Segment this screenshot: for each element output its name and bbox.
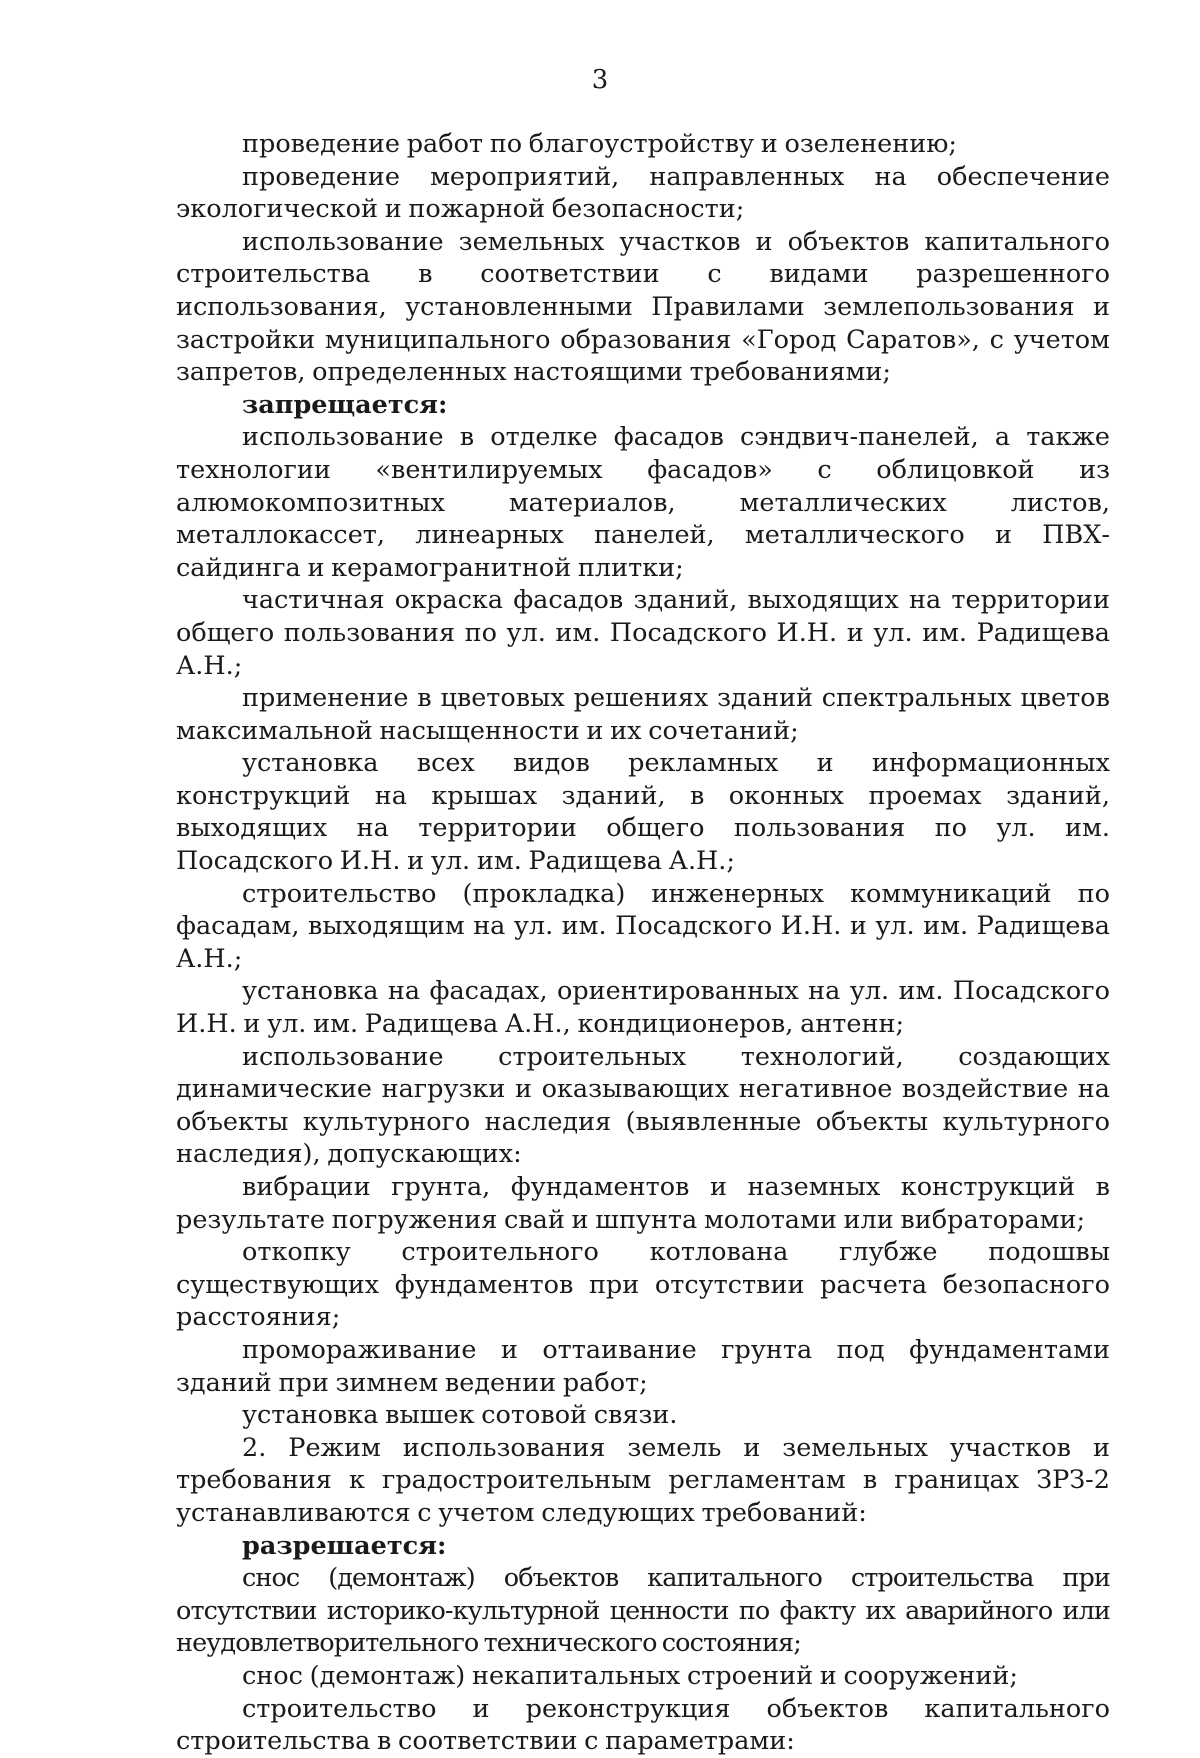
paragraph-freezing: промораживание и оттаивание грунта под фундаментами зданий при зимнем ведении работ;	[176, 1334, 1110, 1398]
paragraph-zrz2-regime: 2. Режим использования земель и земельных участков и требования к градостроительным регламентам в границах ЗРЗ-2 устанавливаются с учетом следующих требований:	[176, 1432, 1110, 1528]
paragraph-utilities: строительство (прокладка) инженерных коммуникаций по фасадам, выходящим на ул. им. Посадского И.Н. и ул. им. Радищева А.Н.;	[176, 878, 1110, 974]
paragraph-construction-parameters: строительство и реконструкция объектов капитального строительства в соответствии с параметрами:	[176, 1693, 1110, 1757]
paragraph-land-use: использование земельных участков и объектов капитального строительства в соответствии с видами разрешенного использования, установленными Правилами землепользования и застройки муниципального образования «Город Саратов», с учетом запретов, определенных настоящими требованиями;	[176, 226, 1110, 388]
paragraph-partial-painting: частичная окраска фасадов зданий, выходящих на территории общего пользования по ул. им. Посадского И.Н. и ул. им. Радищева А.Н.;	[176, 585, 1110, 681]
heading-permitted: разрешается:	[242, 1530, 447, 1561]
paragraph-landscaping: проведение работ по благоустройству и озеленению;	[242, 129, 957, 159]
paragraph-facade-materials: использование в отделке фасадов сэндвич-панелей, а также технологии «вентилируемых фасадов» с облицовкой из алюмокомпозитных материалов, металлических листов, металлокассет, линеарных панелей, металлического и ПВХ-сайдинга и керамогранитной плитки;	[176, 422, 1110, 583]
paragraph-demolition-capital: снос (демонтаж) объектов капитального строительства при отсутствии историко-культурной ценности по факту их аварийного или неудовлетворительного технического состояния;	[176, 1563, 1110, 1659]
page-number: 3	[591, 65, 609, 95]
paragraph-advertising: установка всех видов рекламных и информационных конструкций на крышах зданий, в оконных проемах зданий, выходящих на территории общего пользования по ул. им. Посадского И.Н. и ул. им. Радищева А.Н.;	[176, 748, 1110, 877]
paragraph-air-conditioners: установка на фасадах, ориентированных на ул. им. Посадского И.Н. и ул. им. Радищева А.Н., кондиционеров, антенн;	[176, 976, 1110, 1040]
document-body	[176, 128, 1110, 1758]
paragraph-excavation: откопку строительного котлована глубже подошвы существующих фундаментов при отсутствии расчета безопасного расстояния;	[176, 1237, 1110, 1333]
paragraph-safety-measures: проведение мероприятий, направленных на обеспечение экологической и пожарной безопасности;	[176, 161, 1110, 225]
paragraph-dynamic-loads: использование строительных технологий, создающих динамические нагрузки и оказывающих негативное воздействие на объекты культурного наследия (выявленные объекты культурного наследия), допускающих:	[176, 1041, 1110, 1170]
paragraph-spectral-colors: применение в цветовых решениях зданий спектральных цветов максимальной насыщенности и их сочетаний;	[176, 683, 1110, 746]
paragraph-vibrations: вибрации грунта, фундаментов и наземных конструкций в результате погружения свай и шпунта молотами или вибраторами;	[176, 1172, 1110, 1235]
heading-prohibited: запрещается:	[242, 389, 448, 420]
paragraph-cell-towers: установка вышек сотовой связи.	[242, 1400, 678, 1431]
paragraph-demolition-noncapital: снос (демонтаж) некапитальных строений и сооружений;	[242, 1660, 1018, 1691]
